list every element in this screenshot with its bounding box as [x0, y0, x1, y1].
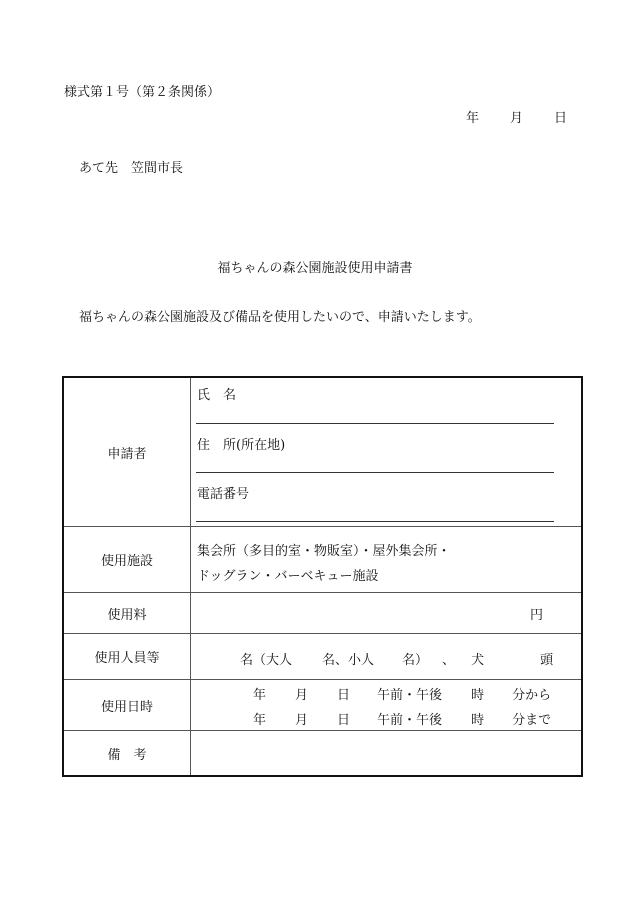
- datetime-label: 使用日時: [63, 680, 191, 731]
- remarks-cell[interactable]: [191, 731, 583, 777]
- address-field[interactable]: [196, 472, 554, 473]
- dog-text: 犬: [471, 653, 485, 668]
- form-number: 様式第１号（第２条関係）: [64, 85, 221, 100]
- end-day: 日: [337, 713, 351, 728]
- start-hour: 時: [471, 688, 485, 703]
- facility-cell[interactable]: [191, 527, 583, 593]
- name-label: 氏 名: [197, 388, 237, 403]
- address-label: 住 所(所在地): [197, 438, 286, 453]
- fee-row: [63, 593, 582, 634]
- phone-field[interactable]: [196, 521, 554, 522]
- phone-label: 電話番号: [197, 487, 250, 502]
- persons-text: 名（大人: [240, 653, 293, 668]
- datetime-end-line: [253, 709, 551, 728]
- date-year: 年: [466, 111, 480, 126]
- end-ampm: 午前・午後: [377, 713, 443, 728]
- fee-unit: 円: [530, 608, 544, 623]
- start-minute: 分から: [512, 688, 552, 703]
- separator-text: 、: [442, 653, 456, 668]
- remarks-row: [63, 731, 582, 777]
- date-line: [466, 107, 567, 126]
- addressee: あて先 笠間市長: [79, 161, 184, 176]
- end-hour: 時: [471, 713, 485, 728]
- date-month: 月: [510, 111, 524, 126]
- fee-label: 使用料: [63, 593, 191, 634]
- start-ampm: 午前・午後: [377, 688, 443, 703]
- application-form-table: [62, 376, 583, 777]
- name-field[interactable]: [196, 423, 554, 424]
- people-count-line: [240, 649, 553, 668]
- datetime-row: [63, 680, 582, 731]
- start-year: 年: [253, 688, 267, 703]
- end-minute: 分まで: [512, 713, 552, 728]
- child-unit-text: 名）: [402, 653, 429, 668]
- date-day: 日: [554, 111, 568, 126]
- people-row: [63, 634, 582, 680]
- start-day: 日: [337, 688, 351, 703]
- people-cell[interactable]: [191, 634, 583, 680]
- applicant-label: 申請者: [63, 377, 191, 527]
- dog-unit-text: 頭: [540, 653, 554, 668]
- facility-options-line1: 集会所（多目的室・物販室）・屋外集会所・: [197, 544, 451, 559]
- datetime-cell[interactable]: [191, 680, 583, 731]
- end-month: 月: [295, 713, 309, 728]
- remarks-label: 備 考: [63, 731, 191, 777]
- datetime-start-line: [253, 684, 551, 703]
- start-month: 月: [295, 688, 309, 703]
- facility-label: 使用施設: [63, 527, 191, 593]
- fee-cell[interactable]: [191, 593, 583, 634]
- applicant-row: [63, 377, 582, 527]
- document-title: 福ちゃんの森公園施設使用申請書: [217, 261, 413, 276]
- end-year: 年: [253, 713, 267, 728]
- applicant-cell: [191, 377, 583, 527]
- people-label: 使用人員等: [63, 634, 191, 680]
- facility-options-line2: ドッグラン・バーベキュー施設: [197, 569, 379, 584]
- intro-text: 福ちゃんの森公園施設及び備品を使用したいので、申請いたします。: [79, 310, 481, 325]
- adult-unit-text: 名、小人: [322, 653, 375, 668]
- facility-row: [63, 527, 582, 593]
